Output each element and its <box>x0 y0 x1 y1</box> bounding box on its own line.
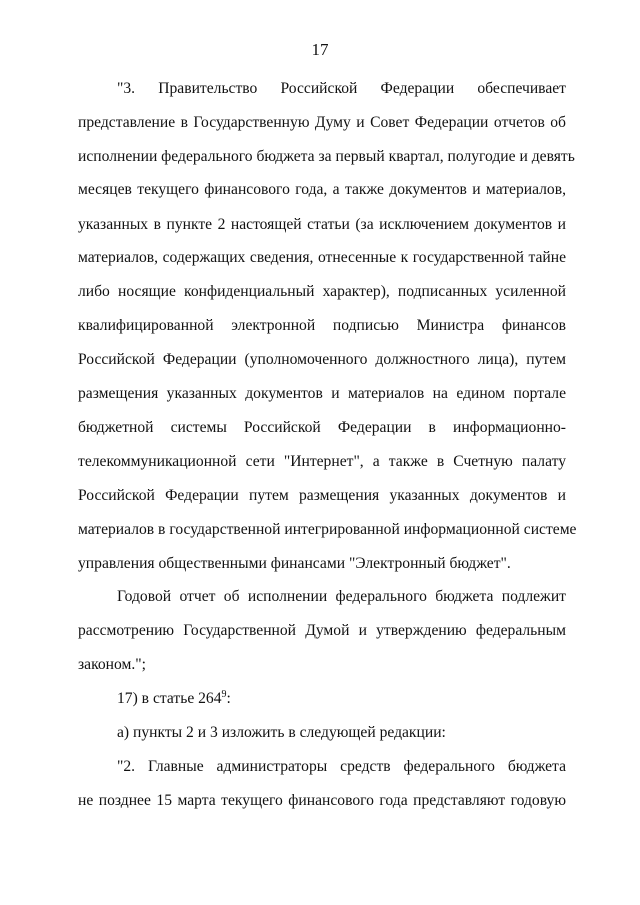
text-line: указанных в пункте 2 настоящей статьи (за исключением документов и <box>78 216 566 233</box>
text-line: исполнении федерального бюджета за первый квартал, полугодие и девять <box>78 148 575 165</box>
article-suffix: : <box>226 690 231 707</box>
text-line: бюджетной системы Российской Федерации в информационно- <box>78 419 566 436</box>
text-line: не позднее 15 марта текущего финансового года представляют годовую <box>78 792 566 809</box>
text-line: представление в Государственную Думу и Совет Федерации отчетов об <box>78 114 566 131</box>
text-line: управления общественными финансами "Электронный бюджет". <box>78 555 511 572</box>
article-line <box>117 689 231 709</box>
text-line: месяцев текущего финансового года, а также документов и материалов, <box>78 181 566 198</box>
text-line: телекоммуникационной сети "Интернет", а также в Счетную палату <box>78 453 566 470</box>
text-line: материалов в государственной интегрированной информационной системе <box>78 521 577 538</box>
text-line: "3. Правительство Российской Федерации обеспечивает <box>117 80 566 97</box>
article-prefix: 17) в статье 264 <box>117 690 222 707</box>
text-line: квалифицированной электронной подписью Министра финансов <box>78 317 566 334</box>
article-superscript: 9 <box>221 689 227 700</box>
page-number: 17 <box>311 40 329 59</box>
text-line: Российской Федерации путем размещения указанных документов и <box>78 487 566 504</box>
text-line: рассмотрению Государственной Думой и утверждению федеральным <box>78 622 566 639</box>
text-line: Годовой отчет об исполнении федерального бюджета подлежит <box>117 588 566 605</box>
text-line: материалов, содержащих сведения, отнесенные к государственной тайне <box>78 249 566 266</box>
text-line: размещения указанных документов и материалов на едином портале <box>78 385 566 402</box>
text-line: а) пункты 2 и 3 изложить в следующей редакции: <box>117 724 446 741</box>
text-line: законом."; <box>78 656 146 673</box>
text-line: либо носящие конфиденциальный характер), подписанных усиленной <box>78 283 566 300</box>
text-line: Российской Федерации (уполномоченного должностного лица), путем <box>78 351 566 368</box>
text-line: "2. Главные администраторы средств федерального бюджета <box>117 758 566 775</box>
